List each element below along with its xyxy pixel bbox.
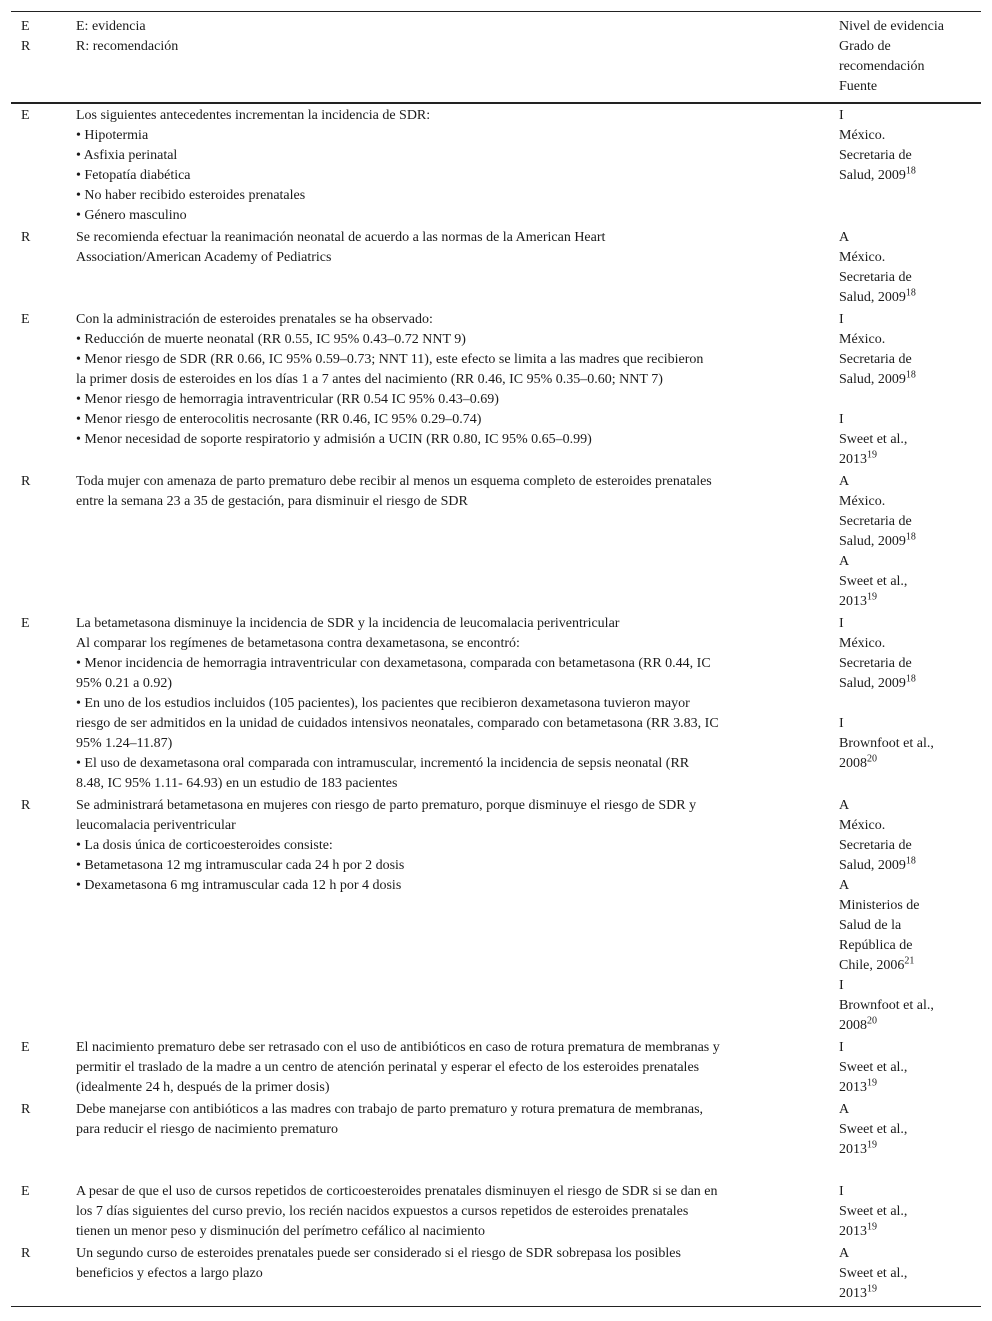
- row-source-text: I: [839, 1040, 844, 1055]
- row-source-text: Salud, 2009: [839, 290, 906, 305]
- row-source-line: [839, 1058, 979, 1078]
- row-text-line: Los siguientes antecedentes incrementan la incidencia de SDR:: [76, 108, 431, 123]
- row-source-text: Secretaria de: [839, 352, 912, 367]
- reference-superscript: 21: [904, 955, 915, 967]
- row-source-line: [839, 816, 979, 836]
- row-source-text: Sweet et al.,: [839, 1060, 908, 1075]
- row-source-line: [839, 1100, 979, 1120]
- row-type: [21, 1100, 61, 1120]
- row-text: [76, 1038, 816, 1098]
- row-type: [21, 310, 61, 330]
- row-source-text: Salud, 2009: [839, 858, 906, 873]
- row-source: [839, 796, 979, 1036]
- row-source-line: [839, 166, 979, 186]
- row-source-text: Sweet et al.,: [839, 1266, 908, 1281]
- reference-superscript: 19: [867, 1283, 877, 1295]
- row-source-line: [839, 754, 979, 774]
- row-source-line: [839, 330, 979, 350]
- row-source-line: [839, 1038, 979, 1058]
- row-source-text: México.: [839, 636, 886, 651]
- row-source-text: 2013: [839, 594, 867, 609]
- row-text: [76, 1182, 816, 1242]
- header-col-source: [839, 17, 979, 97]
- row-source-line: [839, 976, 979, 996]
- row-text-line: • Menor riesgo de enterocolitis necrosante (RR 0.46, IC 95% 0.29–0.74): [76, 412, 482, 427]
- reference-superscript: 18: [905, 855, 916, 867]
- row-type-label: R: [21, 1102, 31, 1117]
- row-source-text: Ministerios de: [839, 898, 920, 913]
- row-text-line: • Reducción de muerte neonatal (RR 0.55, IC 95% 0.43–0.72 NNT 9): [76, 332, 466, 347]
- row-source-text: México.: [839, 818, 886, 833]
- row-type-label: R: [21, 1246, 31, 1261]
- row-source-line: [839, 1202, 979, 1222]
- row-source-line: [839, 472, 979, 492]
- row-source-line: [839, 228, 979, 248]
- row-text-line: riesgo de ser admitidos en la unidad de cuidados intensivos neonatales, comparado con betametasona (RR 3.83, IC: [76, 716, 719, 731]
- row-source-line: [839, 796, 979, 816]
- row-source-text: Salud, 2009: [839, 168, 906, 183]
- row-source-text: Brownfoot et al.,: [839, 998, 934, 1013]
- row-source-line: [839, 532, 979, 552]
- row-source-text: Secretaria de: [839, 656, 912, 671]
- table-row: [11, 1182, 981, 1244]
- table-row: [11, 1038, 981, 1100]
- row-source-text: I: [839, 412, 844, 427]
- row-source: [839, 310, 979, 470]
- row-source-line: [839, 916, 979, 936]
- header-source-line: Nivel de evidencia: [839, 19, 944, 34]
- row-text-line: • Dexametasona 6 mg intramuscular cada 12 h por 4 dosis: [76, 878, 402, 893]
- reference-superscript: 18: [905, 287, 916, 299]
- table-body: [11, 106, 981, 1306]
- row-text-line: entre la semana 23 a 35 de gestación, para disminuir el riesgo de SDR: [76, 494, 468, 509]
- row-source-line: [839, 390, 979, 410]
- row-source-text: A: [839, 230, 850, 245]
- header-legend-line: E: evidencia: [76, 19, 146, 34]
- row-source-text: A: [839, 474, 850, 489]
- row-type: [21, 614, 61, 634]
- row-text-line: • La dosis única de corticoesteroides consiste:: [76, 838, 333, 853]
- row-source-line: [839, 876, 979, 896]
- row-text-line: El nacimiento prematuro debe ser retrasado con el uso de antibióticos en caso de rotura prematura de membranas y: [76, 1040, 720, 1055]
- row-source-text: México.: [839, 332, 886, 347]
- row-type: [21, 796, 61, 816]
- table-row: [11, 1244, 981, 1306]
- row-type-label: R: [21, 798, 31, 813]
- row-source-text: 2013: [839, 1142, 867, 1157]
- row-type: [21, 106, 61, 126]
- row-source-text: I: [839, 1184, 844, 1199]
- reference-superscript: 18: [905, 673, 916, 685]
- row-source-line: [839, 1244, 979, 1264]
- row-source-text: A: [839, 1246, 850, 1261]
- row-text-line: • No haber recibido esteroides prenatales: [76, 188, 306, 203]
- row-source-line: [839, 430, 979, 450]
- row-text-line: Se administrará betametasona en mujeres con riesgo de parto prematuro, porque disminuye el riesgo de SDR y: [76, 798, 697, 813]
- header-type-line: E: [21, 19, 30, 34]
- row-source-text: Secretaria de: [839, 514, 912, 529]
- row-source-text: Chile, 2006: [839, 958, 905, 973]
- row-source-text: 2013: [839, 1224, 867, 1239]
- row-source-text: 2013: [839, 452, 867, 467]
- reference-superscript: 19: [867, 449, 877, 461]
- row-source-line: [839, 896, 979, 916]
- row-source-line: [839, 492, 979, 512]
- row-type: [21, 1038, 61, 1058]
- row-source-line: [839, 1284, 979, 1304]
- row-type-label: E: [21, 1184, 30, 1199]
- row-source-text: México.: [839, 494, 886, 509]
- row-source-line: [839, 248, 979, 268]
- row-source-line: [839, 512, 979, 532]
- row-source-text: 2008: [839, 1018, 867, 1033]
- row-source-text: Secretaria de: [839, 148, 912, 163]
- row-source-line: [839, 1182, 979, 1202]
- row-text-line: tienen un menor peso y disminución del perímetro cefálico al nacimiento: [76, 1224, 485, 1239]
- table-row: [11, 796, 981, 1038]
- row-source-text: 2008: [839, 756, 867, 771]
- row-text-line: (idealmente 24 h, después de la primer dosis): [76, 1080, 330, 1095]
- row-source-text: I: [839, 312, 844, 327]
- row-source-text: A: [839, 554, 850, 569]
- row-source-text: México.: [839, 128, 886, 143]
- table-row: [11, 1100, 981, 1182]
- row-source-line: [839, 654, 979, 674]
- row-text-line: la primer dosis de esteroides en los días 1 a 7 antes del nacimiento (RR 0.46, IC 95% 0.35–0.60; NNT 7): [76, 372, 663, 387]
- row-source-text: Secretaria de: [839, 838, 912, 853]
- row-type-label: R: [21, 230, 31, 245]
- row-source-text: I: [839, 108, 844, 123]
- reference-superscript: 20: [867, 753, 877, 765]
- row-text-line: leucomalacia periventricular: [76, 818, 236, 833]
- row-source-text: México.: [839, 250, 886, 265]
- row-type: [21, 1244, 61, 1264]
- row-source-line: [839, 1016, 979, 1036]
- table-row: [11, 106, 981, 228]
- row-text-line: Con la administración de esteroides prenatales se ha observado:: [76, 312, 433, 327]
- row-source-line: [839, 268, 979, 288]
- row-source-line: [839, 674, 979, 694]
- row-type-label: E: [21, 108, 30, 123]
- header-source-line: Grado de: [839, 39, 891, 54]
- row-source-line: [839, 450, 979, 470]
- row-type-label: E: [21, 312, 30, 327]
- row-text-line: 95% 0.21 a 0.92): [76, 676, 173, 691]
- row-text-line: 95% 1.24–11.87): [76, 736, 173, 751]
- reference-superscript: 19: [867, 591, 877, 603]
- reference-superscript: 18: [905, 165, 916, 177]
- header-legend-line: R: recomendación: [76, 39, 179, 54]
- row-source-line: [839, 288, 979, 308]
- row-text-line: beneficios y efectos a largo plazo: [76, 1266, 263, 1281]
- row-text-line: Toda mujer con amenaza de parto prematuro debe recibir al menos un esquema completo de esteroides prenatales: [76, 474, 712, 489]
- row-text-line: • Betametasona 12 mg intramuscular cada 24 h por 2 dosis: [76, 858, 405, 873]
- row-source-line: [839, 592, 979, 612]
- row-source-text: A: [839, 1102, 850, 1117]
- row-source-text: Sweet et al.,: [839, 1122, 908, 1137]
- row-text: [76, 106, 816, 226]
- row-text: [76, 796, 816, 896]
- row-source: [839, 1182, 979, 1242]
- row-source-line: [839, 350, 979, 370]
- row-source-line: [839, 410, 979, 430]
- row-source-line: [839, 552, 979, 572]
- row-source-line: [839, 856, 979, 876]
- reference-superscript: 19: [867, 1221, 877, 1233]
- row-text: [76, 228, 816, 268]
- reference-superscript: 18: [905, 369, 916, 381]
- reference-superscript: 19: [867, 1077, 877, 1089]
- header-col-type: [21, 17, 61, 57]
- row-text: [76, 1100, 816, 1140]
- row-text-line: • Género masculino: [76, 208, 187, 223]
- row-text-line: Al comparar los regímenes de betametasona contra dexametasona, se encontró:: [76, 636, 520, 651]
- reference-superscript: 19: [867, 1139, 877, 1151]
- row-source-text: Salud de la: [839, 918, 902, 933]
- row-text-line: permitir el traslado de la madre a un centro de atención perinatal y esperar el efecto de los esteroides prenatales: [76, 1060, 700, 1075]
- row-text-line: • Hipotermia: [76, 128, 149, 143]
- table-header: [11, 12, 981, 104]
- row-text-line: los 7 días siguientes del curso previo, los recién nacidos expuestos a cursos repetidos de esteroides prenatales: [76, 1204, 689, 1219]
- row-source-line: [839, 634, 979, 654]
- row-source-text: A: [839, 878, 850, 893]
- row-source-text: I: [839, 616, 844, 631]
- row-type-label: E: [21, 1040, 30, 1055]
- table-row: [11, 228, 981, 310]
- row-source-line: [839, 956, 979, 976]
- row-source: [839, 1038, 979, 1098]
- row-text: [76, 614, 816, 794]
- row-source-line: [839, 734, 979, 754]
- row-source: [839, 1244, 979, 1304]
- row-source-text: República de: [839, 938, 913, 953]
- row-type-label: E: [21, 616, 30, 631]
- row-text-line: • El uso de dexametasona oral comparada con intramuscular, incrementó la incidencia de sepsis neonatal (RR: [76, 756, 690, 771]
- row-source-text: A: [839, 798, 850, 813]
- table-row: [11, 472, 981, 614]
- row-source-text: Salud, 2009: [839, 534, 906, 549]
- row-source-line: [839, 106, 979, 126]
- table-row: [11, 310, 981, 472]
- row-source-line: [839, 126, 979, 146]
- row-source-line: [839, 836, 979, 856]
- row-source-text: 2013: [839, 1286, 867, 1301]
- header-source-line: recomendación: [839, 59, 925, 74]
- row-text-line: La betametasona disminuye la incidencia de SDR y la incidencia de leucomalacia periventricular: [76, 616, 620, 631]
- row-type-label: R: [21, 474, 31, 489]
- row-type: [21, 228, 61, 248]
- row-source-line: [839, 572, 979, 592]
- row-source-text: Sweet et al.,: [839, 1204, 908, 1219]
- row-text-line: • En uno de los estudios incluidos (105 pacientes), los pacientes que recibieron dexametasona tuvieron mayor: [76, 696, 690, 711]
- row-source-text: Sweet et al.,: [839, 432, 908, 447]
- row-source: [839, 472, 979, 612]
- row-source-line: [839, 936, 979, 956]
- row-source-line: [839, 1078, 979, 1098]
- header-source-line: Fuente: [839, 79, 878, 94]
- row-text-line: para reducir el riesgo de nacimiento prematuro: [76, 1122, 338, 1137]
- row-source: [839, 106, 979, 186]
- row-text-line: 8.48, IC 95% 1.11- 64.93) en un estudio de 183 pacientes: [76, 776, 398, 791]
- row-text-line: • Menor incidencia de hemorragia intraventricular con dexametasona, comparada con betametasona (RR 0.44, IC: [76, 656, 711, 671]
- row-source-line: [839, 370, 979, 390]
- row-text-line: Se recomienda efectuar la reanimación neonatal de acuerdo a las normas de la American Heart: [76, 230, 606, 245]
- row-text-line: • Fetopatía diabética: [76, 168, 191, 183]
- row-source-text: I: [839, 716, 844, 731]
- row-text-line: A pesar de que el uso de cursos repetidos de corticoesteroides prenatales disminuyen el riesgo de SDR si se dan en: [76, 1184, 718, 1199]
- row-text-line: • Menor riesgo de SDR (RR 0.66, IC 95% 0.59–0.73; NNT 11), este efecto se limita a las madres que recibieron: [76, 352, 704, 367]
- row-source: [839, 1100, 979, 1160]
- row-source-line: [839, 310, 979, 330]
- row-text: [76, 472, 816, 512]
- row-text-line: Debe manejarse con antibióticos a las madres con trabajo de parto prematuro y rotura prematura de membranas,: [76, 1102, 704, 1117]
- header-col-legend: [76, 17, 816, 57]
- row-type: [21, 1182, 61, 1202]
- row-text-line: • Asfixia perinatal: [76, 148, 178, 163]
- table-row: [11, 614, 981, 796]
- row-text-line: • Menor riesgo de hemorragia intraventricular (RR 0.54 IC 95% 0.43–0.69): [76, 392, 499, 407]
- row-source-line: [839, 1222, 979, 1242]
- row-source-text: Brownfoot et al.,: [839, 736, 934, 751]
- row-source-line: [839, 1264, 979, 1284]
- row-source-text: I: [839, 978, 844, 993]
- row-text-line: Association/American Academy of Pediatrics: [76, 250, 332, 265]
- row-text-line: • Menor necesidad de soporte respiratorio y admisión a UCIN (RR 0.80, IC 95% 0.65–0.99): [76, 432, 592, 447]
- row-type: [21, 472, 61, 492]
- row-source-text: Secretaria de: [839, 270, 912, 285]
- row-text-line: Un segundo curso de esteroides prenatales puede ser considerado si el riesgo de SDR sobrepasa los posibles: [76, 1246, 681, 1261]
- row-source-line: [839, 146, 979, 166]
- row-source-text: Sweet et al.,: [839, 574, 908, 589]
- row-source-line: [839, 694, 979, 714]
- reference-superscript: 18: [905, 531, 916, 543]
- row-source-line: [839, 1140, 979, 1160]
- row-source-line: [839, 714, 979, 734]
- row-text: [76, 1244, 816, 1284]
- row-source-text: Salud, 2009: [839, 676, 906, 691]
- row-source-line: [839, 1120, 979, 1140]
- row-source: [839, 228, 979, 308]
- row-source: [839, 614, 979, 774]
- row-source-line: [839, 614, 979, 634]
- row-source-line: [839, 996, 979, 1016]
- row-source-text: 2013: [839, 1080, 867, 1095]
- reference-superscript: 20: [867, 1015, 877, 1027]
- row-source-text: Salud, 2009: [839, 372, 906, 387]
- header-type-line: R: [21, 39, 31, 54]
- evidence-table: [11, 11, 981, 1307]
- row-text: [76, 310, 816, 450]
